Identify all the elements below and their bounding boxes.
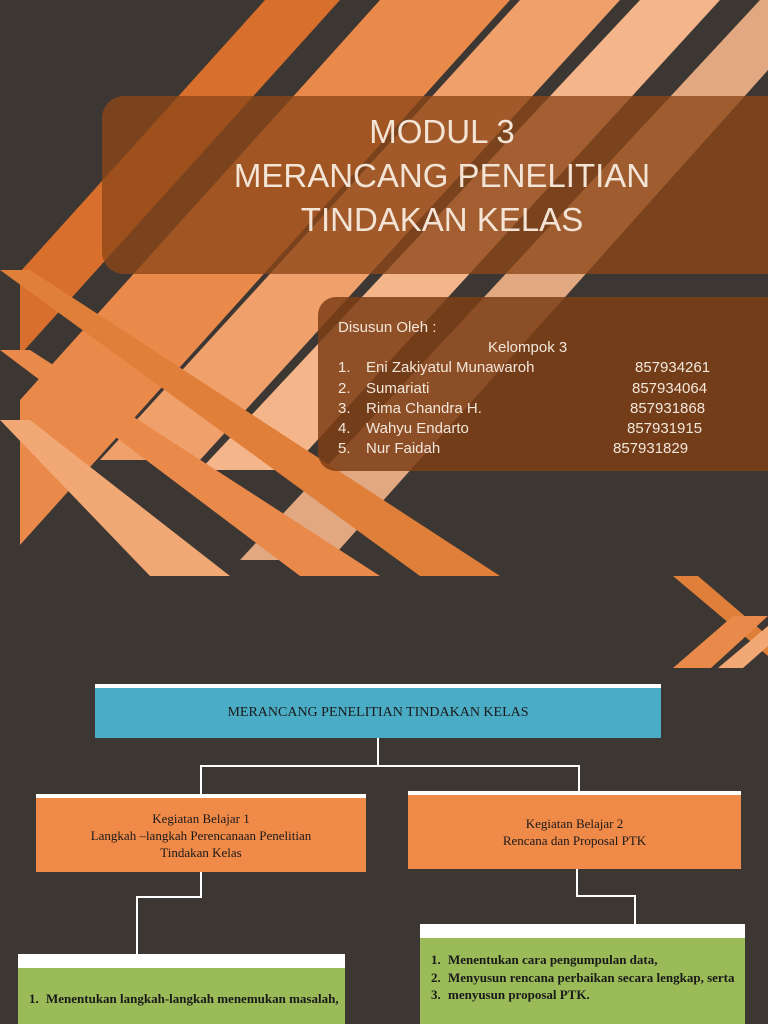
list-item: 1. Menentukan langkah-langkah menemukan masalah,: [42, 990, 345, 1008]
member-name: Wahyu Endarto: [366, 420, 469, 437]
member-id: 857931915: [627, 420, 703, 437]
kb1-line-3: Tindakan Kelas: [160, 844, 242, 860]
connector: [200, 872, 202, 898]
connector: [377, 738, 379, 766]
corner-stripe-decoration: [673, 576, 768, 668]
kb2-topic-list: [420, 924, 745, 1024]
member-id: 857934064: [632, 380, 708, 397]
member-name: Rima Chandra H.: [366, 400, 482, 417]
member-no: 1.: [338, 359, 351, 376]
member-id: 857931829: [613, 440, 689, 457]
title-line-3: TINDAKAN KELAS: [300, 201, 584, 238]
kb1-line-1: Kegiatan Belajar 1: [152, 810, 250, 826]
connector: [576, 895, 636, 897]
member-name: Eni Zakiyatul Munawaroh: [366, 359, 535, 376]
list-item: 2. Menyusun rencana perbaikan secara lengkap, serta: [444, 969, 745, 987]
member-no: 2.: [338, 380, 351, 397]
list-header-bar: [420, 924, 745, 938]
connector: [200, 765, 580, 767]
kb1-line-2: Langkah –langkah Perencanaan Penelitian: [90, 827, 312, 843]
kb1-topic-list: [18, 954, 345, 1024]
member-id: 857934261: [635, 359, 711, 376]
list-item: 1. Menentukan cara pengumpulan data,: [444, 951, 745, 969]
concept-map-header: MERANCANG PENELITIAN TINDAKAN KELAS: [95, 684, 661, 738]
connector: [200, 765, 202, 797]
kb2-line-1: Kegiatan Belajar 2: [525, 816, 624, 831]
title-line-2: MERANCANG PENELITIAN: [233, 157, 651, 194]
connector: [576, 869, 578, 897]
list-item: 3. menyusun proposal PTK.: [444, 986, 745, 1004]
kegiatan-belajar-2-box: [408, 791, 741, 869]
member-no: 3.: [338, 400, 351, 417]
compiled-by-label: Disusun Oleh :: [338, 319, 437, 336]
kegiatan-belajar-1-box: [36, 794, 366, 872]
group-label: Kelompok 3: [488, 339, 568, 356]
connector: [634, 895, 636, 924]
slide-title: [102, 110, 768, 242]
connector: [136, 896, 202, 898]
kb2-line-2: Rencana dan Proposal PTK: [502, 833, 647, 848]
title-line-1: MODUL 3: [369, 113, 515, 150]
member-name: Sumariati: [366, 380, 430, 397]
list-header-bar: [18, 954, 345, 968]
member-no: 5.: [338, 440, 351, 457]
member-name: Nur Faidah: [366, 440, 441, 457]
member-id: 857931868: [630, 400, 706, 417]
connector: [578, 765, 580, 793]
member-no: 4.: [338, 420, 351, 437]
connector: [136, 896, 138, 954]
